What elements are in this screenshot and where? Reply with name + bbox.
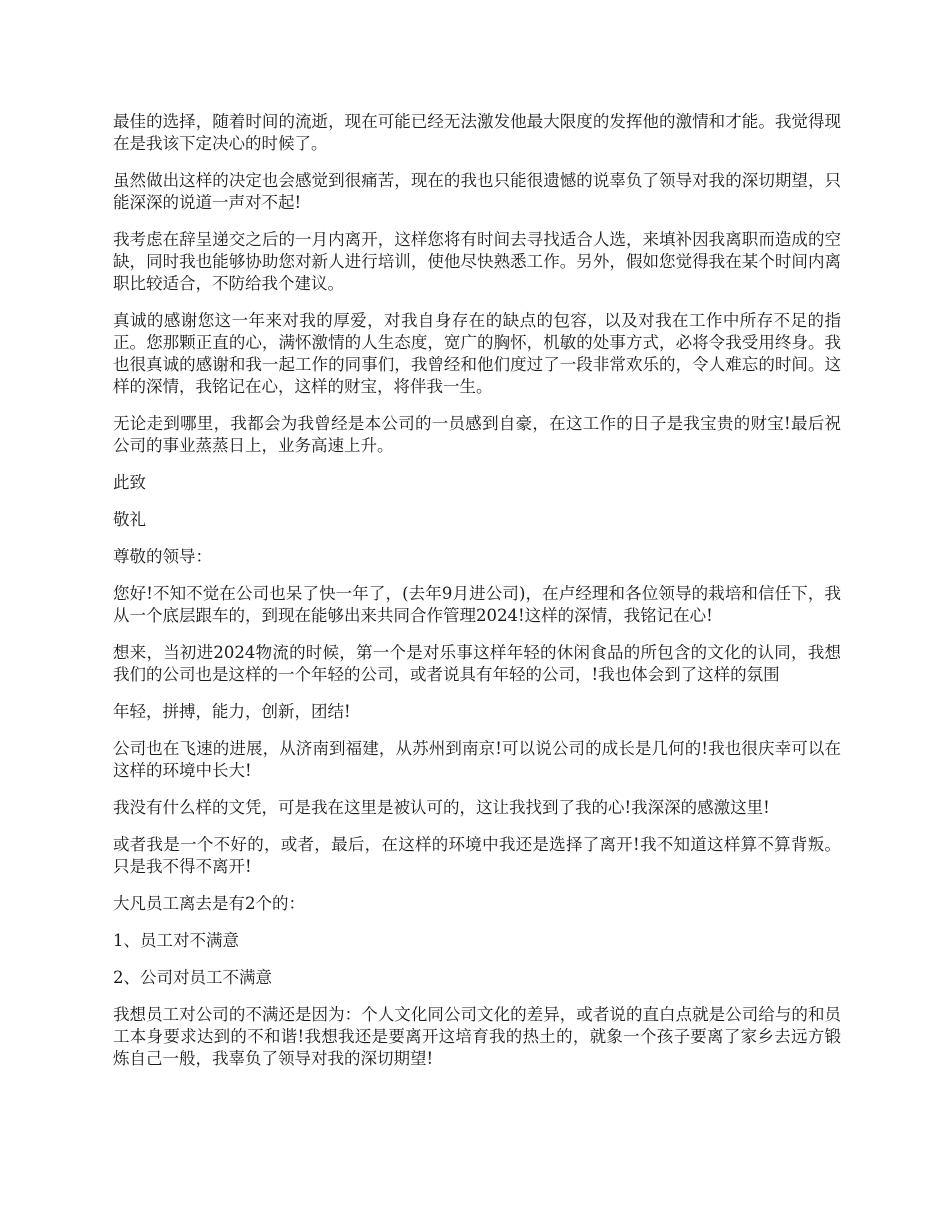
paragraph-11: 年轻，拼搏，能力，创新，团结! (113, 702, 351, 721)
paragraph-10: 想来，当初进2024物流的时候，第一个是对乐事这样年轻的休闲食品的所包含的文化的认同，我想我们的公司也是这样的一个年轻的公司，或者说具有年轻的公司，!我也体会到了这样的氛围 (113, 643, 841, 684)
paragraph-12: 公司也在飞速的进展，从济南到福建，从苏州到南京!可以说公司的成长是几何的!我也很庆幸可以在这样的环境中长大! (113, 739, 841, 780)
paragraph-5: 无论走到哪里，我都会为我曾经是本公司的一员感到自豪，在这工作的日子是我宝贵的财宝!最后祝公司的事业蒸蒸日上，业务高速上升。 (113, 414, 841, 455)
greeting: 尊敬的领导： (113, 547, 212, 566)
paragraph-1: 最佳的选择，随着时间的流逝，现在可能已经无法激发他最大限度的发挥他的激情和才能。我觉得现在是我该下定决心的时候了。 (113, 112, 841, 153)
paragraph-3: 我考虑在辞呈递交之后的一月内离开，这样您将有时间去寻找适合人选，来填补因我离职而造成的空缺，同时我也能够协助您对新人进行培训，使他尽快熟悉工作。另外，假如您觉得我在某个时间内离职比较适合，不防给我个建议。 (113, 230, 841, 293)
paragraph-14: 或者我是一个不好的，或者，最后，在这样的环境中我还是选择了离开!我不知道这样算不算背叛。只是我不得不离开! (113, 835, 841, 876)
document-body (113, 111, 841, 1085)
paragraph-4: 真诚的感谢您这一年来对我的厚爱，对我自身存在的缺点的包容，以及对我在工作中所存不足的指正。您那颗正直的心，满怀激情的人生态度，宽广的胸怀，机敏的处事方式，必将令我受用终身。我也很真诚的感谢和我一起工作的同事们，我曾经和他们度过了一段非常欢乐的，令人难忘的时间。这样的深情，我铭记在心，这样的财宝，将伴我一生。 (113, 311, 841, 396)
closing-salutation: 此致 (113, 473, 146, 492)
list-item-1: 1、员工对不满意 (113, 931, 239, 950)
paragraph-9: 您好!不知不觉在公司也呆了快一年了，(去年9月进公司)，在卢经理和各位领导的栽培和信任下，我从一个底层跟车的，到现在能够出来共同合作管理2024!这样的深情，我铭记在心! (113, 584, 841, 625)
paragraph-15: 大凡员工离去是有2个的： (113, 894, 305, 913)
paragraph-2: 虽然做出这样的决定也会感觉到很痛苦，现在的我也只能很遗憾的说辜负了领导对我的深切期望，只能深深的说道一声对不起! (113, 171, 841, 212)
paragraph-13: 我没有什么样的文凭，可是我在这里是被认可的，这让我找到了我的心!我深深的感激这里! (113, 798, 770, 817)
list-item-2: 2、公司对员工不满意 (113, 968, 272, 987)
paragraph-18: 我想员工对公司的不满还是因为：个人文化同公司文化的差异，或者说的直白点就是公司给与的和员工本身要求达到的不和谐!我想我还是要离开这培育我的热土的，就象一个孩子要离了家乡去远方锻炼自己一般，我辜负了领导对我的深切期望! (113, 1005, 841, 1068)
closing-regards: 敬礼 (113, 510, 146, 529)
